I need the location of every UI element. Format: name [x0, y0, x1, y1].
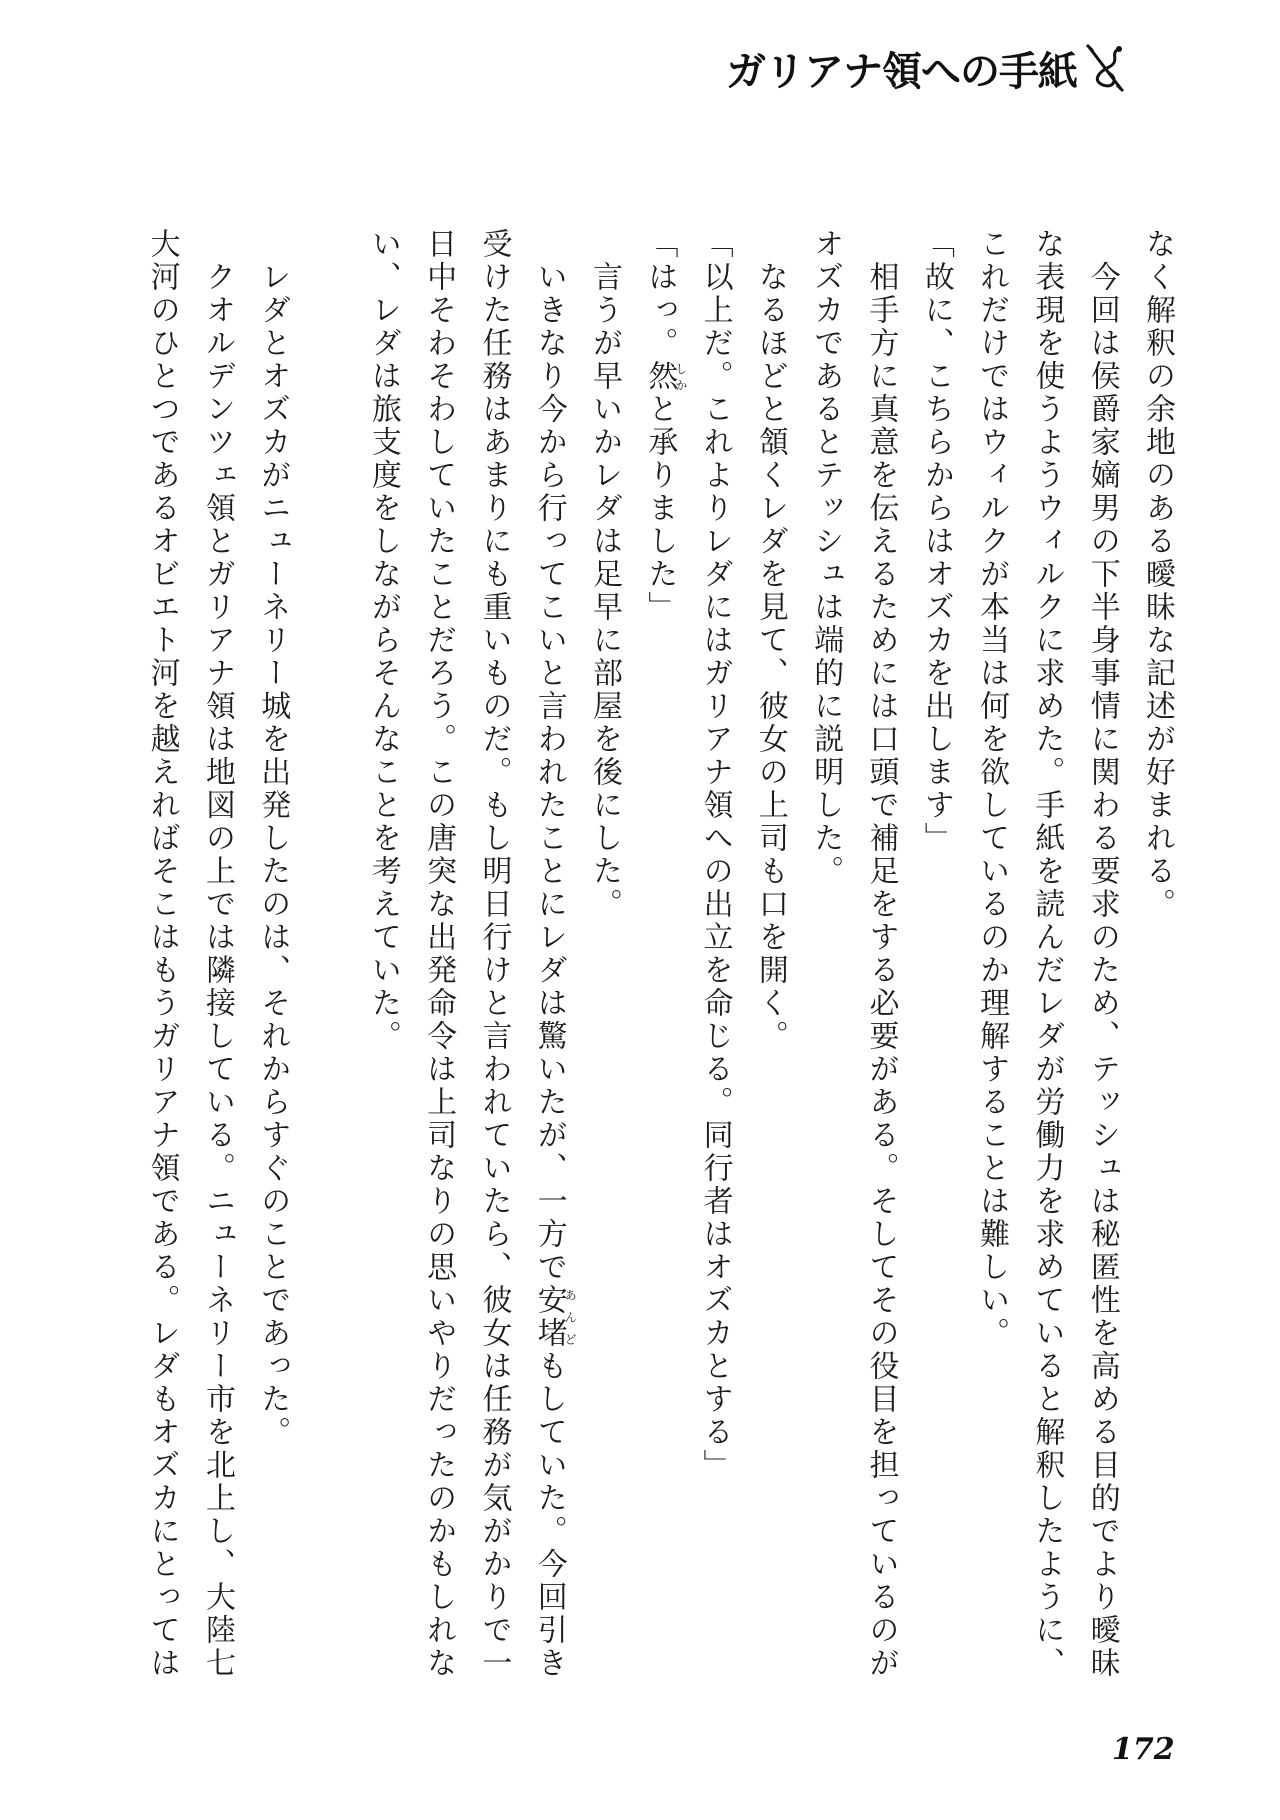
text-line: なく解釈の余地のある曖昧な記述が好まれる。: [1140, 228, 1175, 921]
text-line: い、レダは旅支度をしながらそんなことを考えていた。: [365, 228, 401, 1053]
chapter-title: ガリアナ領への手紙: [726, 47, 1077, 95]
text-segment: と承りました」: [642, 393, 678, 624]
ruby-base: 然: [642, 360, 678, 393]
text-line: クオルデンツェ領とガリアナ領は地図の上では隣接している。ニューネリー市を北上し、大陸七: [199, 228, 235, 1680]
text-line: [521, 228, 578, 1680]
ruby-reading: あんど: [563, 1284, 578, 1350]
text-line: 「故に、こちらからはオズカを出します」: [918, 228, 954, 855]
text-line: オズカであるとテッシュは端的に説明した。: [808, 228, 844, 888]
text-line: 「以上だ。これよりレダにはガリアナ領への出立を命じる。同行者はオズカとする」: [697, 228, 733, 1482]
vertical-body-text: [134, 228, 1185, 1680]
ruby-reading: しか: [673, 360, 688, 393]
section-break: [300, 228, 355, 1653]
text-segment: もしていた。今回引き: [531, 1350, 567, 1680]
text-line: 日中そわそわしていたことだろう。この唐突な出発命令は上司なりの思いやりだったのかもしれな: [421, 228, 457, 1680]
page-number: 172: [1112, 1732, 1175, 1767]
running-header: [726, 40, 1129, 96]
text-line: これだけではウィルクが本当は何を欲しているのか理解することは難しい。: [974, 228, 1010, 1350]
ruby-base: 安堵: [531, 1284, 567, 1350]
text-line: な表現を使うようウィルクに求めた。手紙を読んだレダが労働力を求めていると解釈したように、: [1029, 228, 1065, 1680]
ruby-word: [531, 1284, 578, 1350]
text-line: 相手方に真意を伝えるためには口頭で補足をする必要がある。そしてその役目を担っているのが: [863, 228, 899, 1680]
ruby-word: [642, 360, 688, 393]
text-line: 大河のひとつであるオビエト河を越えればそこはもうガリアナ領である。レダもオズカにとっては: [144, 228, 180, 1680]
text-segment: いきなり今から行ってこいと言われたことにレダは驚いたが、一方で: [531, 228, 567, 1284]
text-line: [632, 228, 687, 1653]
text-line: レダとオズカがニューネリー城を出発したのは、それからすぐのことであった。: [255, 228, 291, 1449]
text-segment: 「はっ。: [642, 228, 678, 360]
text-line: 今回は侯爵家嫡男の下半身事情に関わる要求のため、テッシュは秘匿性を高める目的でより曖昧: [1084, 228, 1120, 1680]
text-line: 言うが早いかレダは足早に部屋を後にした。: [587, 228, 623, 921]
crossed-sword-serpent-emblem-icon: [1083, 43, 1129, 93]
text-line: 受けた任務はあまりにも重いものだ。もし明日行けと言われていたら、彼女は任務が気がかりで一: [476, 228, 512, 1680]
text-line: なるほどと頷くレダを見て、彼女の上司も口を開く。: [752, 228, 788, 1053]
